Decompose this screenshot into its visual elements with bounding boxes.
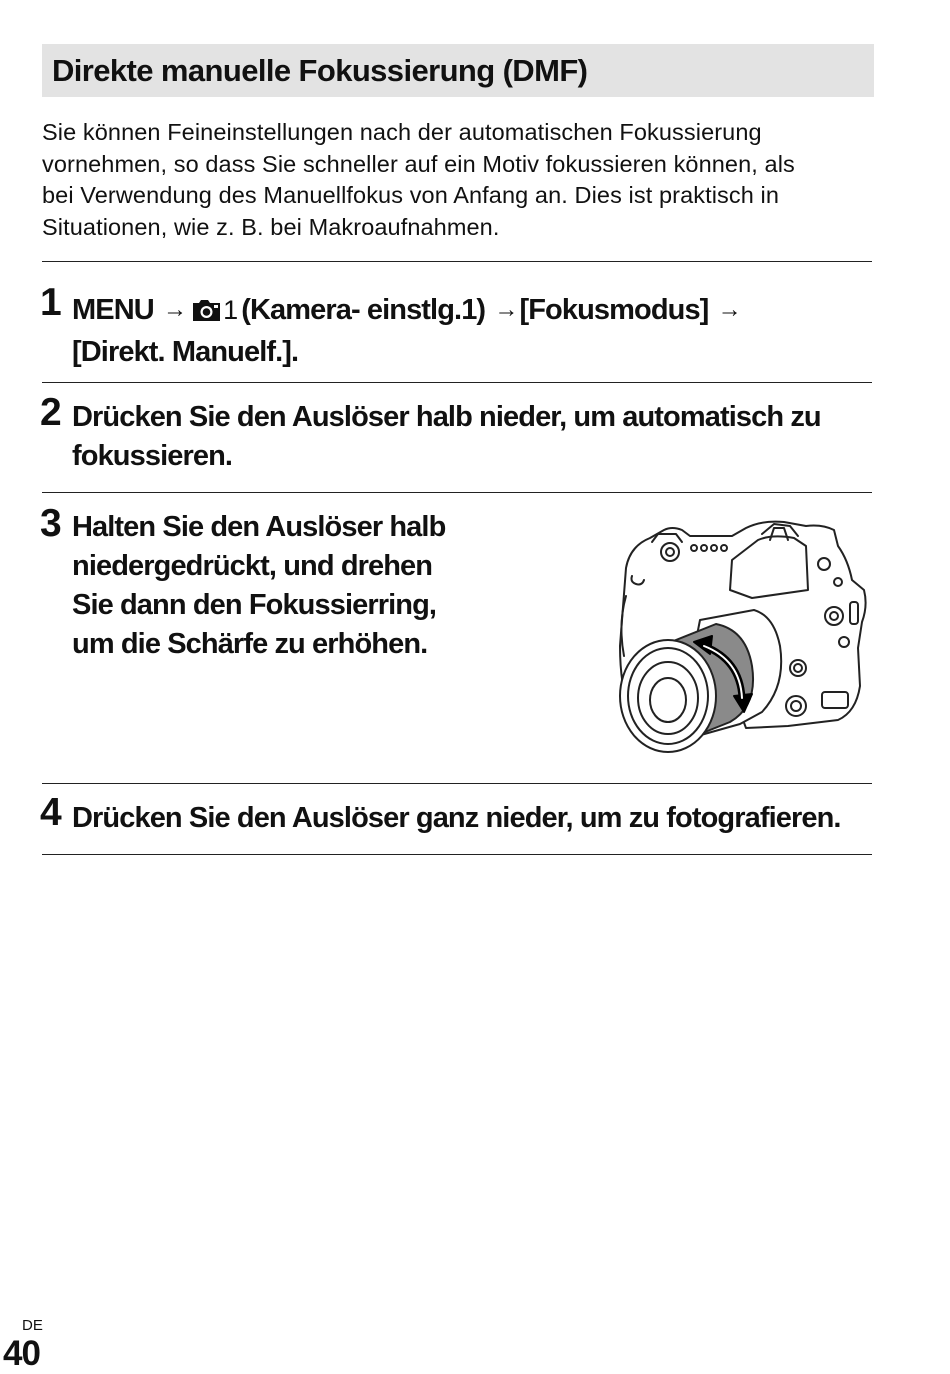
- camera-focus-ring-icon: [612, 516, 874, 761]
- language-code: DE: [22, 1317, 43, 1334]
- intro-line: Situationen, wie z. B. bei Makroaufnahmen.: [42, 213, 500, 240]
- step-1-option: [Direkt. Manuelf.].: [72, 336, 299, 368]
- intro-line: bei Verwendung des Manuellfokus von Anfang an. Dies ist praktisch in: [42, 182, 780, 208]
- step-1-line-1: [72, 290, 743, 333]
- arrow-icon: →: [717, 296, 741, 323]
- step-2-text: [72, 398, 821, 476]
- divider: [42, 261, 872, 262]
- divider: [42, 783, 872, 784]
- camera-setting-label: (Kamera- einstlg.1): [241, 294, 486, 326]
- page-number: 40: [3, 1334, 40, 1373]
- menu-label: MENU: [72, 294, 154, 326]
- step-3-line: niedergedrückt, und drehen: [72, 550, 433, 582]
- intro-line: Sie können Feineinstellungen nach der automatischen Fokussierung: [42, 119, 762, 145]
- divider: [42, 492, 872, 493]
- step-3-line: um die Schärfe zu erhöhen.: [72, 628, 428, 660]
- section-title: Direkte manuelle Fokussierung (DMF): [52, 53, 588, 88]
- step-1-number: 1: [40, 281, 61, 324]
- intro-paragraph: [42, 117, 857, 243]
- step-2-number: 2: [40, 391, 61, 434]
- intro-line: vornehmen, so dass Sie schneller auf ein Motiv fokussieren können, als: [42, 150, 795, 177]
- step-2-line: fokussieren.: [72, 440, 233, 472]
- focus-mode-label: [Fokusmodus]: [519, 294, 709, 326]
- step-3-line: Sie dann den Fokussierring,: [72, 589, 437, 621]
- step-4-number: 4: [40, 791, 61, 834]
- arrow-icon: →: [162, 296, 187, 323]
- camera-settings-icon: [192, 294, 222, 333]
- step-1-text: [72, 290, 743, 372]
- step-4-text: [72, 799, 841, 838]
- divider: [42, 382, 872, 383]
- section-title-bar: [42, 44, 874, 97]
- step-3-number: 3: [40, 502, 61, 545]
- step-3-text: [72, 508, 445, 664]
- arrow-icon: →: [494, 296, 518, 323]
- step-2-line: Drücken Sie den Auslöser halb nieder, um automatisch zu: [72, 401, 821, 433]
- divider: [42, 854, 872, 855]
- step-3-line: Halten Sie den Auslöser halb: [72, 511, 446, 543]
- step-4-line: Drücken Sie den Auslöser ganz nieder, um zu fotografieren.: [72, 802, 841, 834]
- camera-tab-number: 1: [223, 295, 238, 325]
